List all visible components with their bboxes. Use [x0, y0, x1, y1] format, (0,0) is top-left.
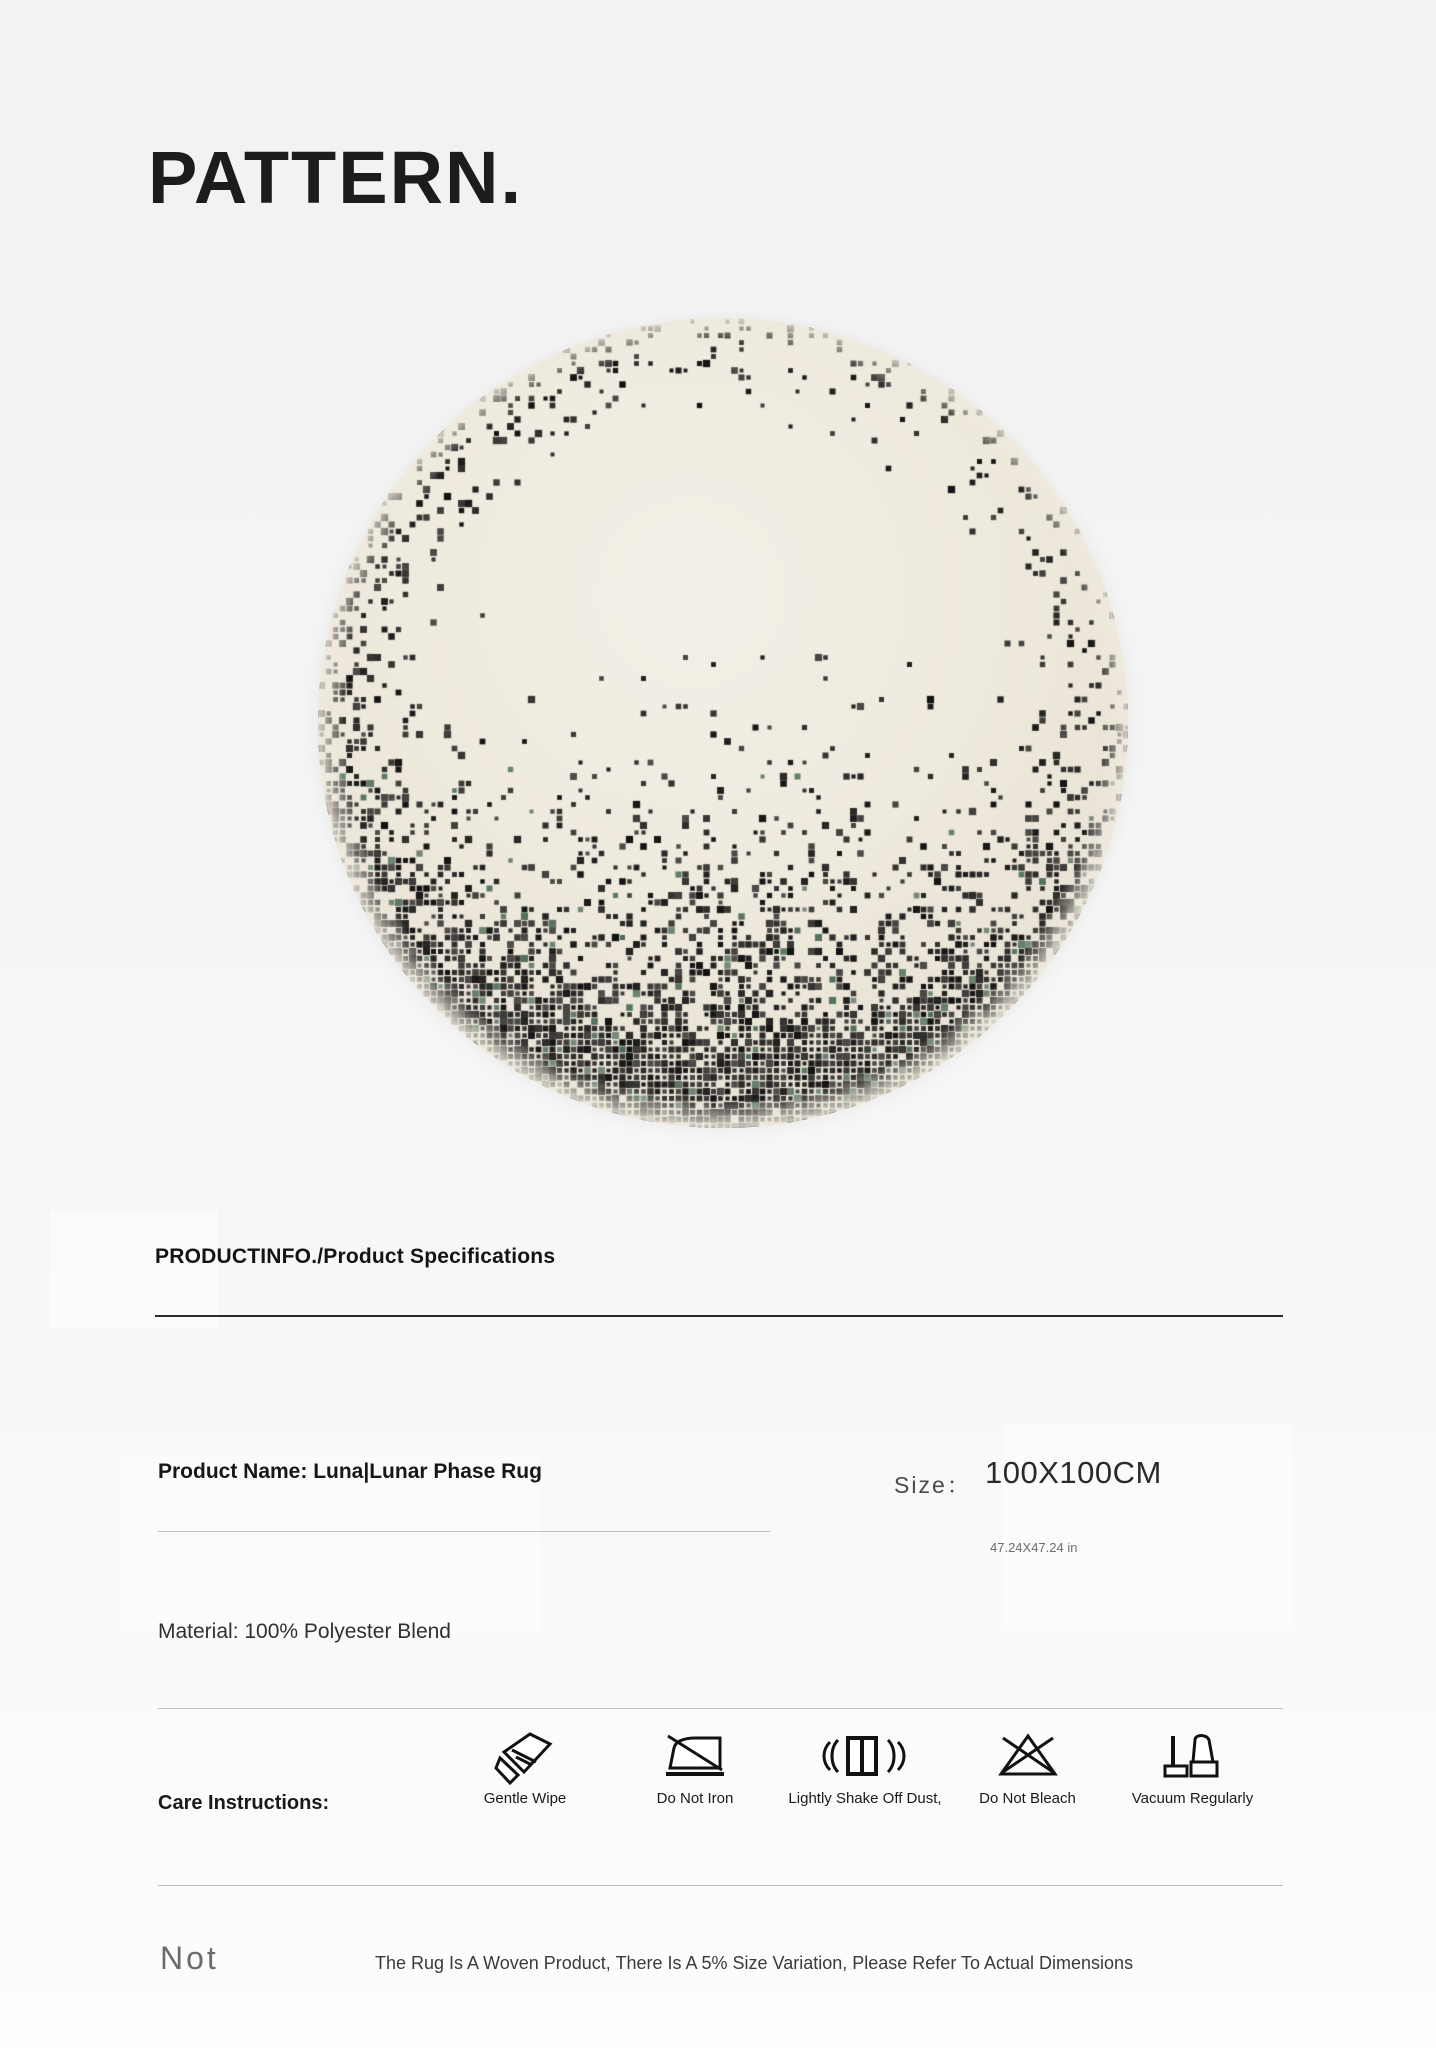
care-instructions-label: Care Instructions:	[158, 1792, 330, 1814]
rug-speckle-pattern	[318, 318, 1128, 1128]
divider-product-name	[158, 1531, 770, 1532]
rug-disc	[318, 318, 1128, 1128]
divider-material	[158, 1708, 1283, 1709]
do-not-bleach-icon	[945, 1728, 1110, 1790]
background-panel-artifact	[50, 1210, 218, 1328]
product-name: Product Name: Luna|Lunar Phase Rug	[158, 1460, 542, 1483]
size-label: Size：	[894, 1472, 972, 1498]
size-inches: 47.24X47.24 in	[990, 1540, 1078, 1555]
note-label: Not	[160, 1940, 219, 1976]
care-caption: Do Not Bleach	[979, 1790, 1076, 1807]
gentle-wipe-icon	[455, 1728, 595, 1790]
page-title: PATTERN.	[148, 136, 524, 219]
spec-section-heading: PRODUCTINFO./Product Specifications	[155, 1245, 556, 1268]
care-item-shake-off-dust	[775, 1728, 955, 1807]
care-caption: Gentle Wipe	[483, 1790, 567, 1807]
product-image	[318, 318, 1128, 1128]
shake-off-dust-icon	[775, 1728, 955, 1790]
care-caption: Vacuum Regularly	[1131, 1790, 1254, 1807]
care-caption: Do Not Iron	[656, 1790, 734, 1807]
care-item-vacuum	[1105, 1728, 1280, 1807]
size-value: 100X100CM	[985, 1455, 1162, 1490]
material: Material: 100% Polyester Blend	[158, 1620, 451, 1643]
vacuum-icon	[1105, 1728, 1280, 1790]
care-item-gentle-wipe	[455, 1728, 595, 1807]
divider-care	[158, 1885, 1283, 1886]
care-caption: Lightly Shake Off Dust,	[788, 1790, 942, 1807]
care-item-do-not-iron	[620, 1728, 770, 1807]
do-not-iron-icon	[620, 1728, 770, 1790]
divider-top	[155, 1315, 1283, 1317]
care-icons-row	[455, 1728, 1295, 1868]
care-item-do-not-bleach	[945, 1728, 1110, 1807]
note-text: The Rug Is A Woven Product, There Is A 5% Size Variation, Please Refer To Actual Dimensions	[375, 1953, 1134, 1973]
